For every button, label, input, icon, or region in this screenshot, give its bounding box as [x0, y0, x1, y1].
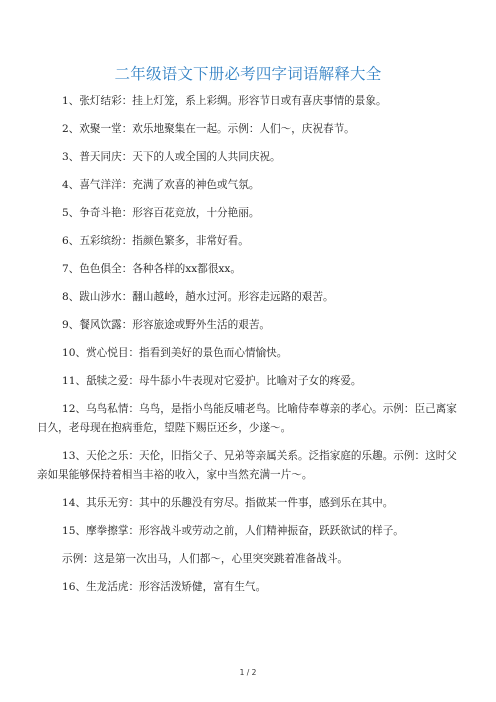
entry-item: 7、色色俱全：各种各样的xx都很xx。	[62, 263, 241, 275]
entry-list	[37, 92, 465, 606]
entry-item: 12、乌鸟私情：乌鸟，是指小鸟能反哺老鸟。比喻侍奉尊亲的孝心。示例：臣己离家日久，老母现在抱病垂危，望陛下赐臣还乡，少遂～。	[37, 403, 457, 434]
entry-example: 示例：这是第一次出马，人们都～，心里突突跳着准备战斗。	[62, 553, 349, 565]
entry-item: 13、天伦之乐：天伦，旧指父子、兄弟等亲属关系。泛指家庭的乐趣。示例：这时父亲如果能够保持着相当丰裕的收入，家中当然充满一片～。	[37, 450, 457, 481]
entry-item: 5、争奇斗艳：形容百花竞放，十分艳丽。	[62, 207, 260, 219]
entry-item: 4、喜气洋洋：充满了欢喜的神色或气氛。	[62, 179, 260, 191]
document-title: 二年级语文下册必考四字词语解释大全	[114, 65, 382, 83]
page-number: 1 / 2	[239, 668, 257, 677]
entry-item: 3、普天同庆：天下的人或全国的人共同庆祝。	[62, 151, 281, 163]
entry-item: 2、欢聚一堂：欢乐地聚集在一起。示例：人们～，庆祝春节。	[62, 123, 355, 135]
entry-item: 14、其乐无穷：其中的乐趣没有穷尽。指做某一件事，感到乐在其中。	[62, 497, 394, 509]
entry-item: 15、摩拳擦掌：形容战斗或劳动之前，人们精神振奋，跃跃欲试的样子。	[62, 525, 404, 537]
entry-item: 9、餐风饮露：形容旅途或野外生活的艰苦。	[62, 319, 271, 331]
entry-item: 1、张灯结彩：挂上灯笼，系上彩绸。形容节日或有喜庆事情的景象。	[62, 95, 387, 107]
entry-item: 10、赏心悦目：指看到美好的景色而心情愉快。	[62, 347, 288, 359]
entry-item: 16、生龙活虎：形容活泼矫健，富有生气。	[62, 581, 267, 593]
entry-item: 8、跋山涉水：翻山越岭，趟水过河。形容走远路的艰苦。	[62, 291, 334, 303]
entry-item: 11、舐犊之爱：母牛舔小牛表现对它爱护。比喻对子女的疼爱。	[62, 375, 362, 387]
entry-item: 6、五彩缤纷：指颜色繁多，非常好看。	[62, 235, 249, 247]
